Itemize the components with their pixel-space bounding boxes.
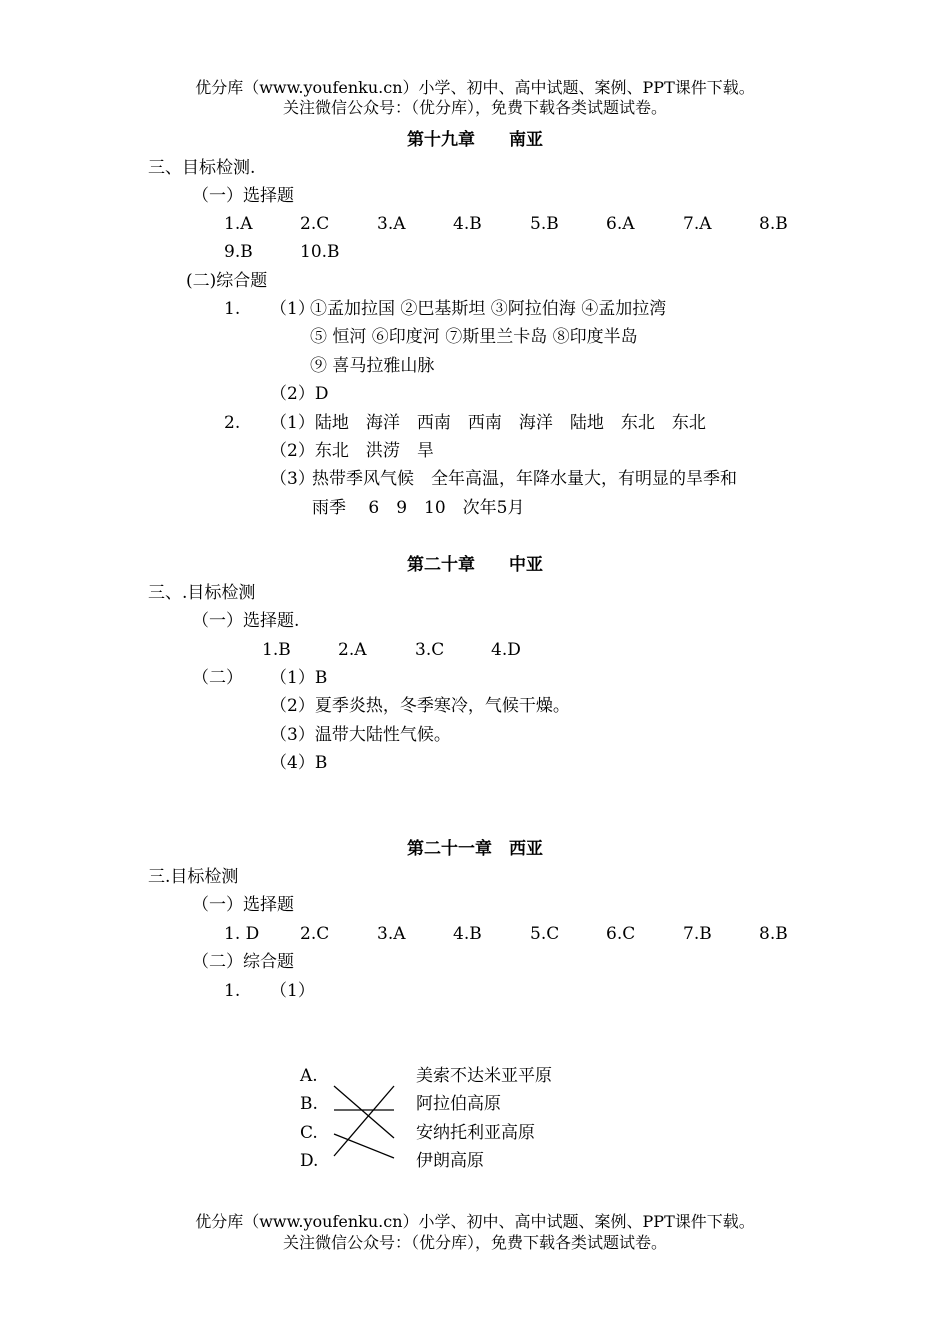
ch21-part2-label: （二）综合题 [192,952,294,972]
ch21-section-heading: 三.目标检测 [148,867,239,887]
match-left-a: A. [300,1066,318,1086]
ch20-part2-label: （二） [192,668,243,688]
ch19-q1-sub1-line3: ⑨ 喜马拉雅山脉 [310,356,435,376]
answer: 2.C [300,214,330,234]
answer: 7.A [683,214,712,234]
ch21-q1-number: 1. [224,981,241,1001]
chapter-20-title: 第二十章 中亚 [407,555,543,575]
ch19-q2-sub3-line2: 雨季 6 9 10 次年5月 [312,498,525,518]
answer: 6.C [606,924,636,944]
answer: 2.C [300,924,330,944]
ch20-item-2: （2）夏季炎热，冬季寒冷，气候干燥。 [270,696,570,716]
answer: 3.A [377,924,406,944]
match-left-c: C. [300,1123,318,1143]
match-right-1: 美索不达米亚平原 [416,1066,552,1086]
answer: 10.B [300,242,340,262]
ch20-item-1: （1）B [270,668,328,688]
ch19-q1-sub1-label: （1） [270,299,315,319]
chapter-21-title: 第二十一章 西亚 [407,839,543,859]
ch20-part1-label: （一）选择题. [192,611,300,631]
ch19-q2-number: 2. [224,413,241,433]
match-line-a [334,1086,394,1138]
ch19-part1-label: （一）选择题 [192,186,294,206]
answer: 3.A [377,214,406,234]
ch19-section-heading: 三、目标检测. [148,158,256,178]
ch19-q1-sub1-line2: ⑤ 恒河 ⑥印度河 ⑦斯里兰卡岛 ⑧印度半岛 [310,327,638,347]
match-right-3: 安纳托利亚高原 [416,1123,535,1143]
footer-line-2: 关注微信公众号：（优分库），免费下载各类试题试卷。 [282,1233,667,1252]
answer: 9.B [224,242,253,262]
ch19-q2-sub2: （2）东北 洪涝 旱 [270,441,434,461]
match-right-4: 伊朗高原 [416,1151,484,1171]
match-left-d: D. [300,1151,319,1171]
answer: 1.A [224,214,253,234]
match-left-b: B. [300,1094,318,1114]
answer: 1.B [262,640,291,660]
answer: 8.B [759,924,788,944]
header-line-2: 关注微信公众号：（优分库），免费下载各类试题试卷。 [282,98,667,117]
ch20-item-3: （3）温带大陆性气候。 [270,725,451,745]
ch20-item-4: （4）B [270,753,328,773]
answer: 2.A [338,640,367,660]
ch20-section-heading: 三、.目标检测 [148,583,256,603]
ch19-part2-label: (二)综合题 [186,271,268,291]
ch19-q1-sub1-line1: ①孟加拉国 ②巴基斯坦 ③阿拉伯海 ④孟加拉湾 [310,299,667,319]
answer: 4.B [453,924,482,944]
ch19-q2-sub3-label: （3） [270,469,315,489]
answer: 4.D [491,640,521,660]
answer: 6.A [606,214,635,234]
answer: 7.B [683,924,712,944]
answer: 1. D [224,924,260,944]
footer-line-1: 优分库（www.youfenku.cn）小学、初中、高中试题、案例、PPT课件下载。 [195,1212,755,1231]
header-line-1: 优分库（www.youfenku.cn）小学、初中、高中试题、案例、PPT课件下载。 [195,78,755,97]
answer: 8.B [759,214,788,234]
ch21-q1-sub1: （1） [270,981,315,1001]
answer: 4.B [453,214,482,234]
ch19-q2-sub1: （1）陆地 海洋 西南 西南 海洋 陆地 东北 东北 [270,413,706,433]
answer: 5.B [530,214,559,234]
chapter-19-title: 第十九章 南亚 [407,130,543,150]
answer: 5.C [530,924,560,944]
ch19-q2-sub3-line1: 热带季风气候 全年高温，年降水量大，有明显的旱季和 [312,469,737,489]
answer: 3.C [415,640,445,660]
ch19-q1-number: 1. [224,299,241,319]
ch21-part1-label: （一）选择题 [192,895,294,915]
ch19-q1-sub2: （2）D [270,384,329,404]
match-right-2: 阿拉伯高原 [416,1094,501,1114]
